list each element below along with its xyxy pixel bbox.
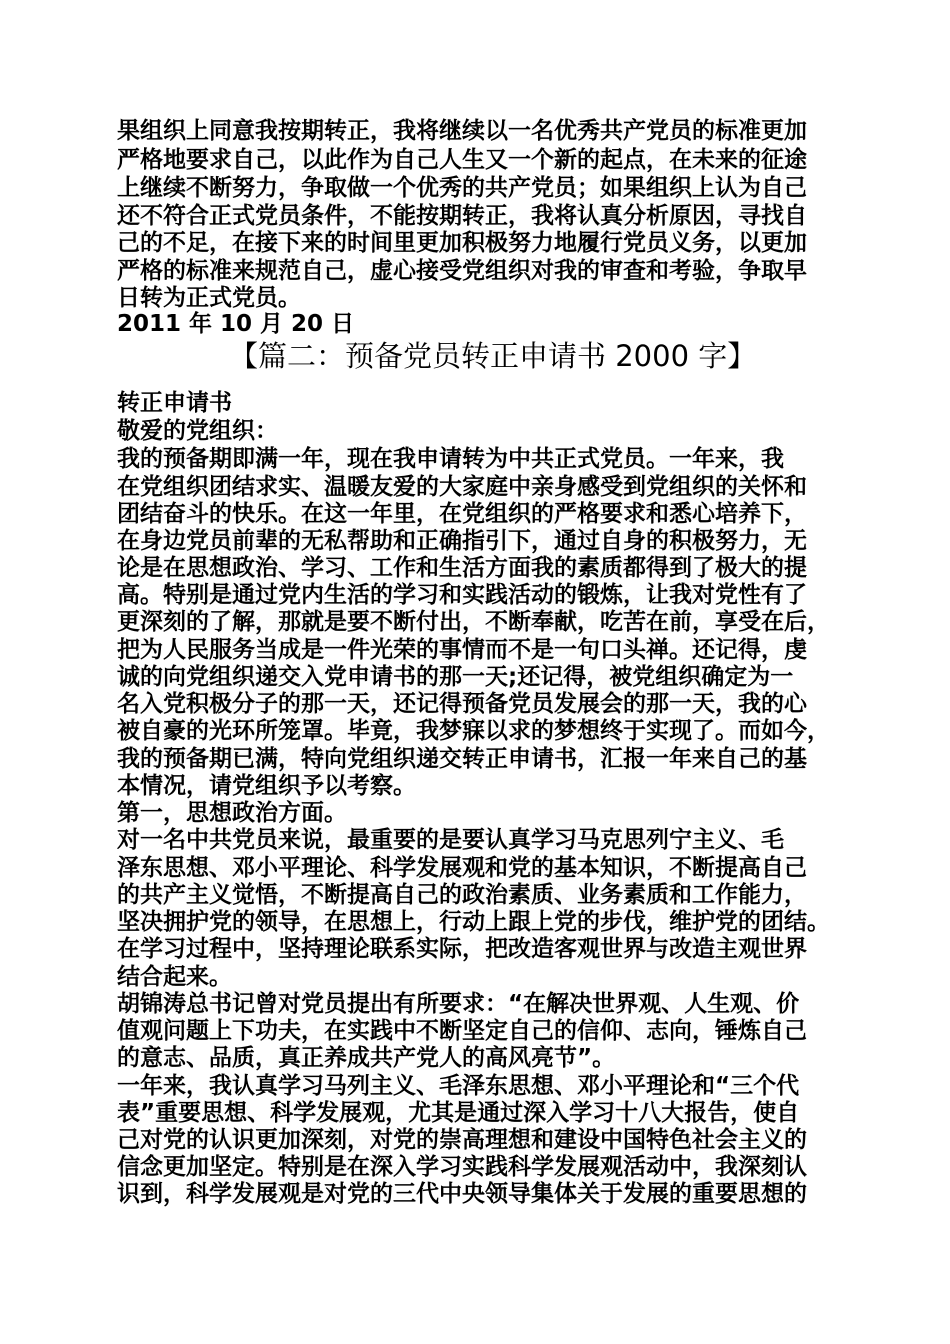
text-line: 对一名中共党员来说，最重要的是要认真学习马克思列宁主义、毛 [117,827,784,853]
salutation: 敬爱的党组织： [117,418,278,444]
text-line: 己的不足，在接下来的时间里更加积极努力地履行党员义务，以更加 [117,230,807,256]
text-line: 的共产主义觉悟，不断提高自己的政治素质、业务素质和工作能力， [117,882,807,908]
text-line: 论是在思想政治、学习、工作和生活方面我的素质都得到了极大的提 [117,555,807,581]
text-line: 果组织上同意我按期转正，我将继续以一名优秀共产党员的标准更加 [117,118,807,144]
text-line: 识到，科学发展观是对党的三代中央领导集体关于发展的重要思想的 [117,1181,807,1207]
text-line: 本情况，请党组织予以考察。 [117,773,416,799]
text-line: 更深刻的了解，那就是要不断付出，不断奉献，吃苦在前，享受在后， [117,609,830,635]
text-line: 高。特别是通过党内生活的学习和实践活动的锻炼，让我对党性有了 [117,582,807,608]
text-line: 名入党积极分子的那一天，还记得预备党员发展会的那一天，我的心 [117,691,807,717]
text-line: 值观问题上下功夫，在实践中不断坚定自己的信仰、志向，锤炼自己 [117,1018,807,1044]
text-line: 诚的向党组织递交入党申请书的那一天;还记得，被党组织确定为一 [117,664,794,690]
text-line: 还不符合正式党员条件，不能按期转正，我将认真分析原因，寻找自 [117,203,807,229]
text-line: 严格地要求自己，以此作为自己人生又一个新的起点，在未来的征途 [117,147,807,173]
text-line: 信念更加坚定。特别是在深入学习实践科学发展观活动中，我深刻认 [117,1154,807,1180]
text-line: 严格的标准来规范自己，虚心接受党组织对我的审查和考验，争取早 [117,258,807,284]
date-line: 2011 年 10 月 20 日 [117,311,355,337]
text-line: 胡锦涛总书记曾对党员提出有所要求：“在解决世界观、人生观、价 [117,991,800,1017]
text-line: 我的预备期已满，特向党组织递交转正申请书，汇报一年来自己的基 [117,746,807,772]
text-line: 日转为正式党员。 [117,285,301,311]
text-line: 一年来，我认真学习马列主义、毛泽东思想、邓小平理论和“三个代 [117,1073,800,1099]
text-line: 的意志、品质，真正养成共产党人的高风亮节”。 [117,1045,616,1071]
text-line: 坚决拥护党的领导，在思想上，行动上跟上党的步伐，维护党的团结。 [117,909,830,935]
text-line: 我的预备期即满一年，现在我申请转为中共正式党员。一年来，我 [117,446,784,472]
text-line: 结合起来。 [117,964,232,990]
section-title: 【篇二：预备党员转正申请书 2000 字】 [229,339,757,373]
text-line: 在身边党员前辈的无私帮助和正确指引下，通过自身的积极努力，无 [117,528,807,554]
text-line: 团结奋斗的快乐。在这一年里，在党组织的严格要求和悉心培养下， [117,501,807,527]
text-line: 泽东思想、邓小平理论、科学发展观和党的基本知识，不断提高自己 [117,855,807,881]
text-line: 上继续不断努力，争取做一个优秀的共产党员；如果组织上认为自己 [117,175,807,201]
text-line: 把为人民服务当成是一件光荣的事情而不是一句口头禅。还记得，虔 [117,637,807,663]
text-line: 表”重要思想、科学发展观，尤其是通过深入学习十八大报告，使自 [117,1100,800,1126]
text-line: 在党组织团结求实、温暖友爱的大家庭中亲身感受到党组织的关怀和 [117,474,807,500]
text-line: 在学习过程中，坚持理论联系实际，把改造客观世界与改造主观世界 [117,936,807,962]
text-line: 己对党的认识更加深刻，对党的崇高理想和建设中国特色社会主义的 [117,1127,807,1153]
document-heading: 转正申请书 [117,390,232,416]
text-line: 被自豪的光环所笼罩。毕竟，我梦寐以求的梦想终于实现了。而如今， [117,718,830,744]
text-line: 第一，思想政治方面。 [117,800,347,826]
